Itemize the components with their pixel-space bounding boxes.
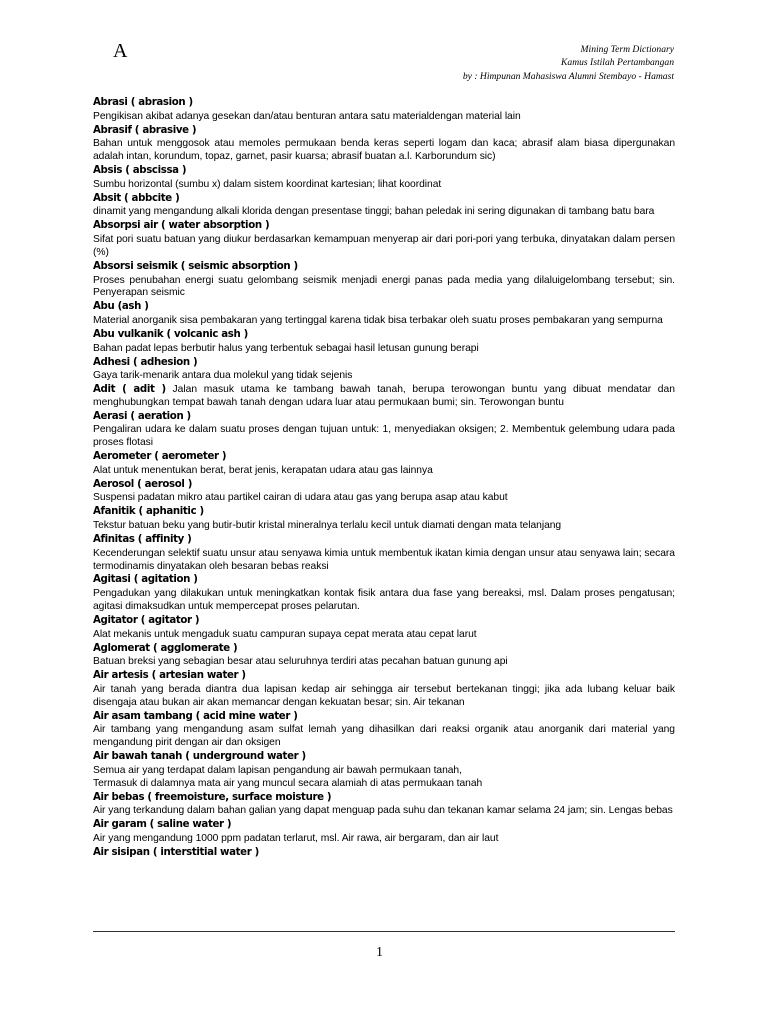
- entry-term: Absit ( abbcite ): [93, 192, 180, 204]
- entry-definition: Sumbu horizontal (sumbu x) dalam sistem koordinat kartesian; lihat koordinat: [93, 178, 442, 190]
- entry-term: Abrasif ( abrasive ): [93, 124, 197, 136]
- dictionary-entry: [93, 710, 675, 751]
- entry-definition: Gaya tarik-menarik antara dua molekul yang tidak sejenis: [93, 370, 353, 382]
- dictionary-entry: [93, 642, 675, 670]
- entry-term: Aerometer ( aerometer ): [93, 451, 227, 463]
- dictionary-entry: [93, 96, 675, 124]
- entry-term: Adhesi ( adhesion ): [93, 356, 198, 368]
- header-author: by : Himpunan Mahasiswa Alumni Stembayo - Hamast: [462, 70, 674, 82]
- entry-term: Absorsi seismik ( seismic absorption ): [93, 260, 298, 272]
- entry-term: Air bebas ( freemoisture, surface moisture ): [93, 791, 332, 803]
- dictionary-entry: [93, 791, 675, 819]
- entry-definition: Alat untuk menentukan berat, berat jenis, kerapatan udara atau gas lainnya: [93, 464, 433, 476]
- entry-term: Aerosol ( aerosol ): [93, 478, 193, 490]
- page-number: 1: [376, 945, 383, 960]
- entry-definition: Air yang mengandung 1000 ppm padatan terlarut, msl. Air rawa, air bergaram, dan air laut: [93, 833, 499, 845]
- entry-definition: Pengikisan akibat adanya gesekan dan/atau benturan antara satu materialdengan material lain: [93, 110, 521, 122]
- entry-definition: Pengaliran udara ke dalam suatu proses dengan tujuan untuk: 1, menyediakan oksigen; 2. Membentuk gelembung udara pada proses flotasi: [93, 424, 675, 449]
- dictionary-entry: [93, 260, 675, 301]
- entry-term: Air artesis ( artesian water ): [93, 670, 246, 682]
- entry-term: Afinitas ( affinity ): [93, 533, 192, 545]
- dictionary-entry: [93, 846, 675, 861]
- section-letter: A: [113, 40, 128, 62]
- dictionary-entry: [93, 818, 675, 846]
- entry-term: Air bawah tanah ( underground water ): [93, 751, 306, 763]
- entry-term: Abu vulkanik ( volcanic ash ): [93, 328, 248, 340]
- entry-definition: Suspensi padatan mikro atau partikel cairan di udara atau gas yang berupa asap atau kabut: [93, 492, 508, 504]
- entry-definition: Proses penubahan energi suatu gelombang seismik menjadi energi panas pada media yang dilaluigelombang tersebut; sin. Penyerapan seismic: [93, 274, 675, 299]
- entry-definition: Batuan breksi yang sebagian besar atau seluruhnya terdiri atas pecahan batuan gunung api: [93, 656, 508, 668]
- dictionary-entry: [93, 383, 675, 409]
- dictionary-entry: [93, 410, 675, 451]
- entry-term: Abrasi ( abrasion ): [93, 97, 193, 108]
- entry-definition: Material anorganik sisa pembakaran yang tertinggal karena tidak bisa terbakar oleh suatu proses pembakaran yang sempurna: [93, 315, 663, 327]
- entry-definition: Semua air yang terdapat dalam lapisan pengandung air bawah permukaan tanah,: [93, 764, 462, 776]
- entry-term: Afanitik ( aphanitic ): [93, 506, 204, 518]
- entry-term: Abu (ash ): [93, 301, 149, 313]
- dictionary-entry: [93, 478, 675, 506]
- entry-definition: Alat mekanis untuk mengaduk suatu campuran supaya cepat merata atau cepat larut: [93, 628, 477, 640]
- document-header: [463, 43, 674, 83]
- entry-term: Absorpsi air ( water absorption ): [93, 220, 270, 232]
- dictionary-entry: [93, 750, 675, 791]
- footer-divider: [93, 931, 675, 932]
- dictionary-entry: [93, 614, 675, 642]
- dictionary-entry: [93, 219, 675, 260]
- entry-term: Air asam tambang ( acid mine water ): [93, 710, 298, 722]
- dictionary-entries: [93, 96, 675, 861]
- entry-term: Agitator ( agitator ): [93, 614, 200, 626]
- entry-definition: Pengadukan yang dilakukan untuk meningkatkan kontak fisik antara dua fase yang bereaksi, msl. Dalam proses pengatusan; agitasi dimaksudkan untuk mempercepat proses pelarutan.: [93, 588, 675, 613]
- dictionary-entry: [93, 164, 675, 192]
- header-subtitle: Kamus Istilah Pertambangan: [561, 57, 674, 69]
- entry-definition: Bahan padat lepas berbutir halus yang terbentuk sebagai hasil letusan gunung berapi: [93, 342, 479, 354]
- dictionary-entry: [93, 356, 675, 384]
- dictionary-entry: [93, 533, 675, 574]
- entry-term: Absis ( abscissa ): [93, 165, 187, 177]
- dictionary-entry: [93, 450, 675, 478]
- dictionary-entry: [93, 300, 675, 328]
- entry-term: Agitasi ( agitation ): [93, 574, 198, 586]
- entry-definition: Tekstur batuan beku yang butir-butir kristal mineralnya terlalu kecil untuk diamati dengan mata telanjang: [93, 520, 562, 532]
- entry-definition: Air tambang yang mengandung asam sulfat lemah yang dihasilkan dari reaksi organik atau anorganik dari material yang mengandung pirit dengan air dan oksigen: [93, 724, 675, 749]
- dictionary-entry: [93, 573, 675, 614]
- entry-term: Adit ( adit ): [93, 384, 166, 396]
- entry-term: Air garam ( saline water ): [93, 819, 232, 831]
- entry-definition: Air yang terkandung dalam bahan galian yang dapat menguap pada suhu dan tekanan kamar selama 24 jam; sin. Lengas bebas: [93, 805, 673, 817]
- entry-definition-continued: Termasuk di dalamnya mata air yang muncul secara alamiah di atas permukaan tanah: [93, 777, 483, 789]
- entry-definition: Kecenderungan selektif suatu unsur atau senyawa kimia untuk membentuk ikatan kimia dengan unsur atau senyawa lain; secara termodinamis dinyatakan oleh besaran bebas reaksi: [93, 547, 675, 572]
- dictionary-entry: [93, 328, 675, 356]
- dictionary-entry: [93, 505, 675, 533]
- dictionary-entry: [93, 124, 675, 165]
- entry-definition: dinamit yang mengandung alkali klorida dengan presentase tinggi; bahan peledak ini sering digunakan di tambang batu bara: [93, 206, 655, 218]
- entry-term: Air sisipan ( interstitial water ): [93, 846, 259, 858]
- dictionary-entry: [93, 669, 675, 710]
- dictionary-entry: [93, 192, 675, 220]
- entry-definition: Bahan untuk menggosok atau memoles permukaan benda keras seperti logam dan kaca; abrasif alam biasa dipergunakan adalah intan, korundum, topaz, garnet, pasir kuarsa; abrasif buatan a.l. Karborundum sic): [93, 138, 675, 163]
- entry-term: Aerasi ( aeration ): [93, 410, 191, 422]
- entry-definition: Jalan masuk utama ke tambang bawah tanah, berupa terowongan buntu yang dibuat mendatar dan menghubungkan tempat bawah tanah dengan udara luar atau permukaan bumi; sin. Terowongan buntu: [93, 384, 675, 409]
- header-title: Mining Term Dictionary: [580, 44, 674, 55]
- entry-definition: Sifat pori suatu batuan yang diukur berdasarkan kemampuan menyerap air dari pori-pori yang terbuka, dinyatakan dalam persen (%): [93, 234, 675, 258]
- entry-definition: Air tanah yang berada diantra dua lapisan kedap air sehingga air tersebut bertekanan tinggi; jika ada lubang keluar baik disengaja atau bukan air akan memancar dengan kekuatan besar; sin. Air tekanan: [93, 683, 675, 708]
- entry-term: Aglomerat ( agglomerate ): [93, 642, 238, 654]
